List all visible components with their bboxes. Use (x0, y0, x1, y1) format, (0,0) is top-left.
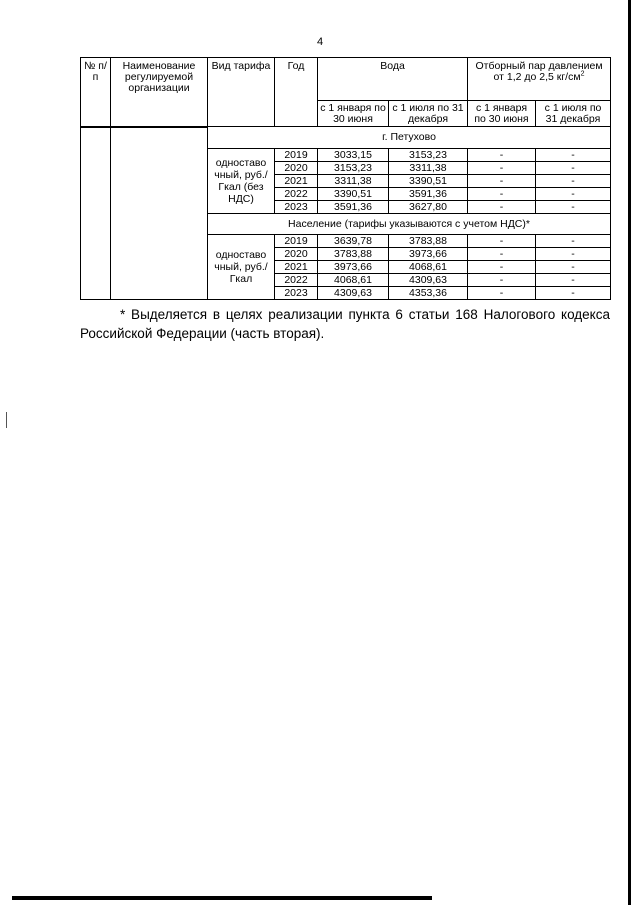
tariff-type-cell: одноставо чный, руб./Гкал (без НДС) (208, 149, 275, 214)
cell-s1: - (468, 287, 536, 300)
header-steam-text: Отборный пар давлением от 1,2 до 2,5 кг/см (475, 60, 603, 83)
cell-year: 2020 (275, 162, 318, 175)
cell-s2: - (536, 248, 611, 261)
cell-s2: - (536, 201, 611, 214)
cell-w2: 3973,66 (389, 248, 468, 261)
cell-w1: 3591,36 (318, 201, 389, 214)
header-period-1: с 1 января по 30 июня (318, 101, 389, 127)
section-title-population: Население (тарифы указываются с учетом НДС)* (208, 214, 611, 235)
cell-w1: 3390,51 (318, 188, 389, 201)
cell-w1: 3639,78 (318, 235, 389, 248)
header-period-4: с 1 июля по 31 декабря (536, 101, 611, 127)
cell-w2: 3627,80 (389, 201, 468, 214)
header-steam-sup: 2 (580, 70, 585, 78)
cell-s1: - (468, 235, 536, 248)
cell-w2: 4309,63 (389, 274, 468, 287)
cell-s2: - (536, 162, 611, 175)
header-org: Наименование регулируемой организации (111, 58, 208, 127)
cell-year: 2023 (275, 201, 318, 214)
cell-year: 2019 (275, 235, 318, 248)
cell-year: 2023 (275, 287, 318, 300)
cell-w1: 3783,88 (318, 248, 389, 261)
cell-s2: - (536, 188, 611, 201)
cell-s2: - (536, 274, 611, 287)
header-tariff-type: Вид тарифа (208, 58, 275, 127)
cell-year: 2021 (275, 261, 318, 274)
cell-s1: - (468, 188, 536, 201)
cell-w2: 4353,36 (389, 287, 468, 300)
cell-s1: - (468, 274, 536, 287)
header-period-3: с 1 января по 30 июня (468, 101, 536, 127)
page-number: 4 (316, 36, 324, 48)
cell-s2: - (536, 261, 611, 274)
cell-s2: - (536, 235, 611, 248)
cell-s1: - (468, 248, 536, 261)
cell-s2: - (536, 175, 611, 188)
cell-w2: 3390,51 (389, 175, 468, 188)
cell-w2: 3591,36 (389, 188, 468, 201)
footnote: * Выделяется в целях реализации пункта 6 статьи 168 Налогового кодекса Российской Федерации (часть вторая). (80, 307, 610, 341)
cell-year: 2022 (275, 274, 318, 287)
cell-org-empty (111, 127, 208, 300)
cell-w1: 4309,63 (318, 287, 389, 300)
cell-s1: - (468, 149, 536, 162)
cell-w1: 3033,15 (318, 149, 389, 162)
header-period-2: с 1 июля по 31 декабря (389, 101, 468, 127)
cell-w1: 4068,61 (318, 274, 389, 287)
cell-s2: - (536, 287, 611, 300)
tariff-table (80, 57, 611, 300)
cell-s1: - (468, 261, 536, 274)
header-steam (468, 58, 611, 101)
cell-s1: - (468, 162, 536, 175)
cell-w2: 3311,38 (389, 162, 468, 175)
cell-w1: 3973,66 (318, 261, 389, 274)
cell-num-empty (81, 127, 111, 300)
cell-w1: 3153,23 (318, 162, 389, 175)
cell-year: 2021 (275, 175, 318, 188)
header-num: № п/п (81, 58, 111, 127)
cell-year: 2020 (275, 248, 318, 261)
cell-year: 2022 (275, 188, 318, 201)
cell-s1: - (468, 175, 536, 188)
cell-s1: - (468, 201, 536, 214)
scan-mark (6, 412, 7, 428)
scan-bottom-bar (12, 896, 432, 900)
cell-w2: 4068,61 (389, 261, 468, 274)
cell-w2: 3783,88 (389, 235, 468, 248)
tariff-type-cell: одноставо чный, руб./Гкал (208, 235, 275, 300)
cell-s2: - (536, 149, 611, 162)
cell-w1: 3311,38 (318, 175, 389, 188)
header-water: Вода (318, 58, 468, 101)
header-year: Год (275, 58, 318, 127)
cell-year: 2019 (275, 149, 318, 162)
cell-w2: 3153,23 (389, 149, 468, 162)
scan-edge (628, 0, 631, 905)
section-title-petukhovo: г. Петухово (208, 127, 611, 149)
